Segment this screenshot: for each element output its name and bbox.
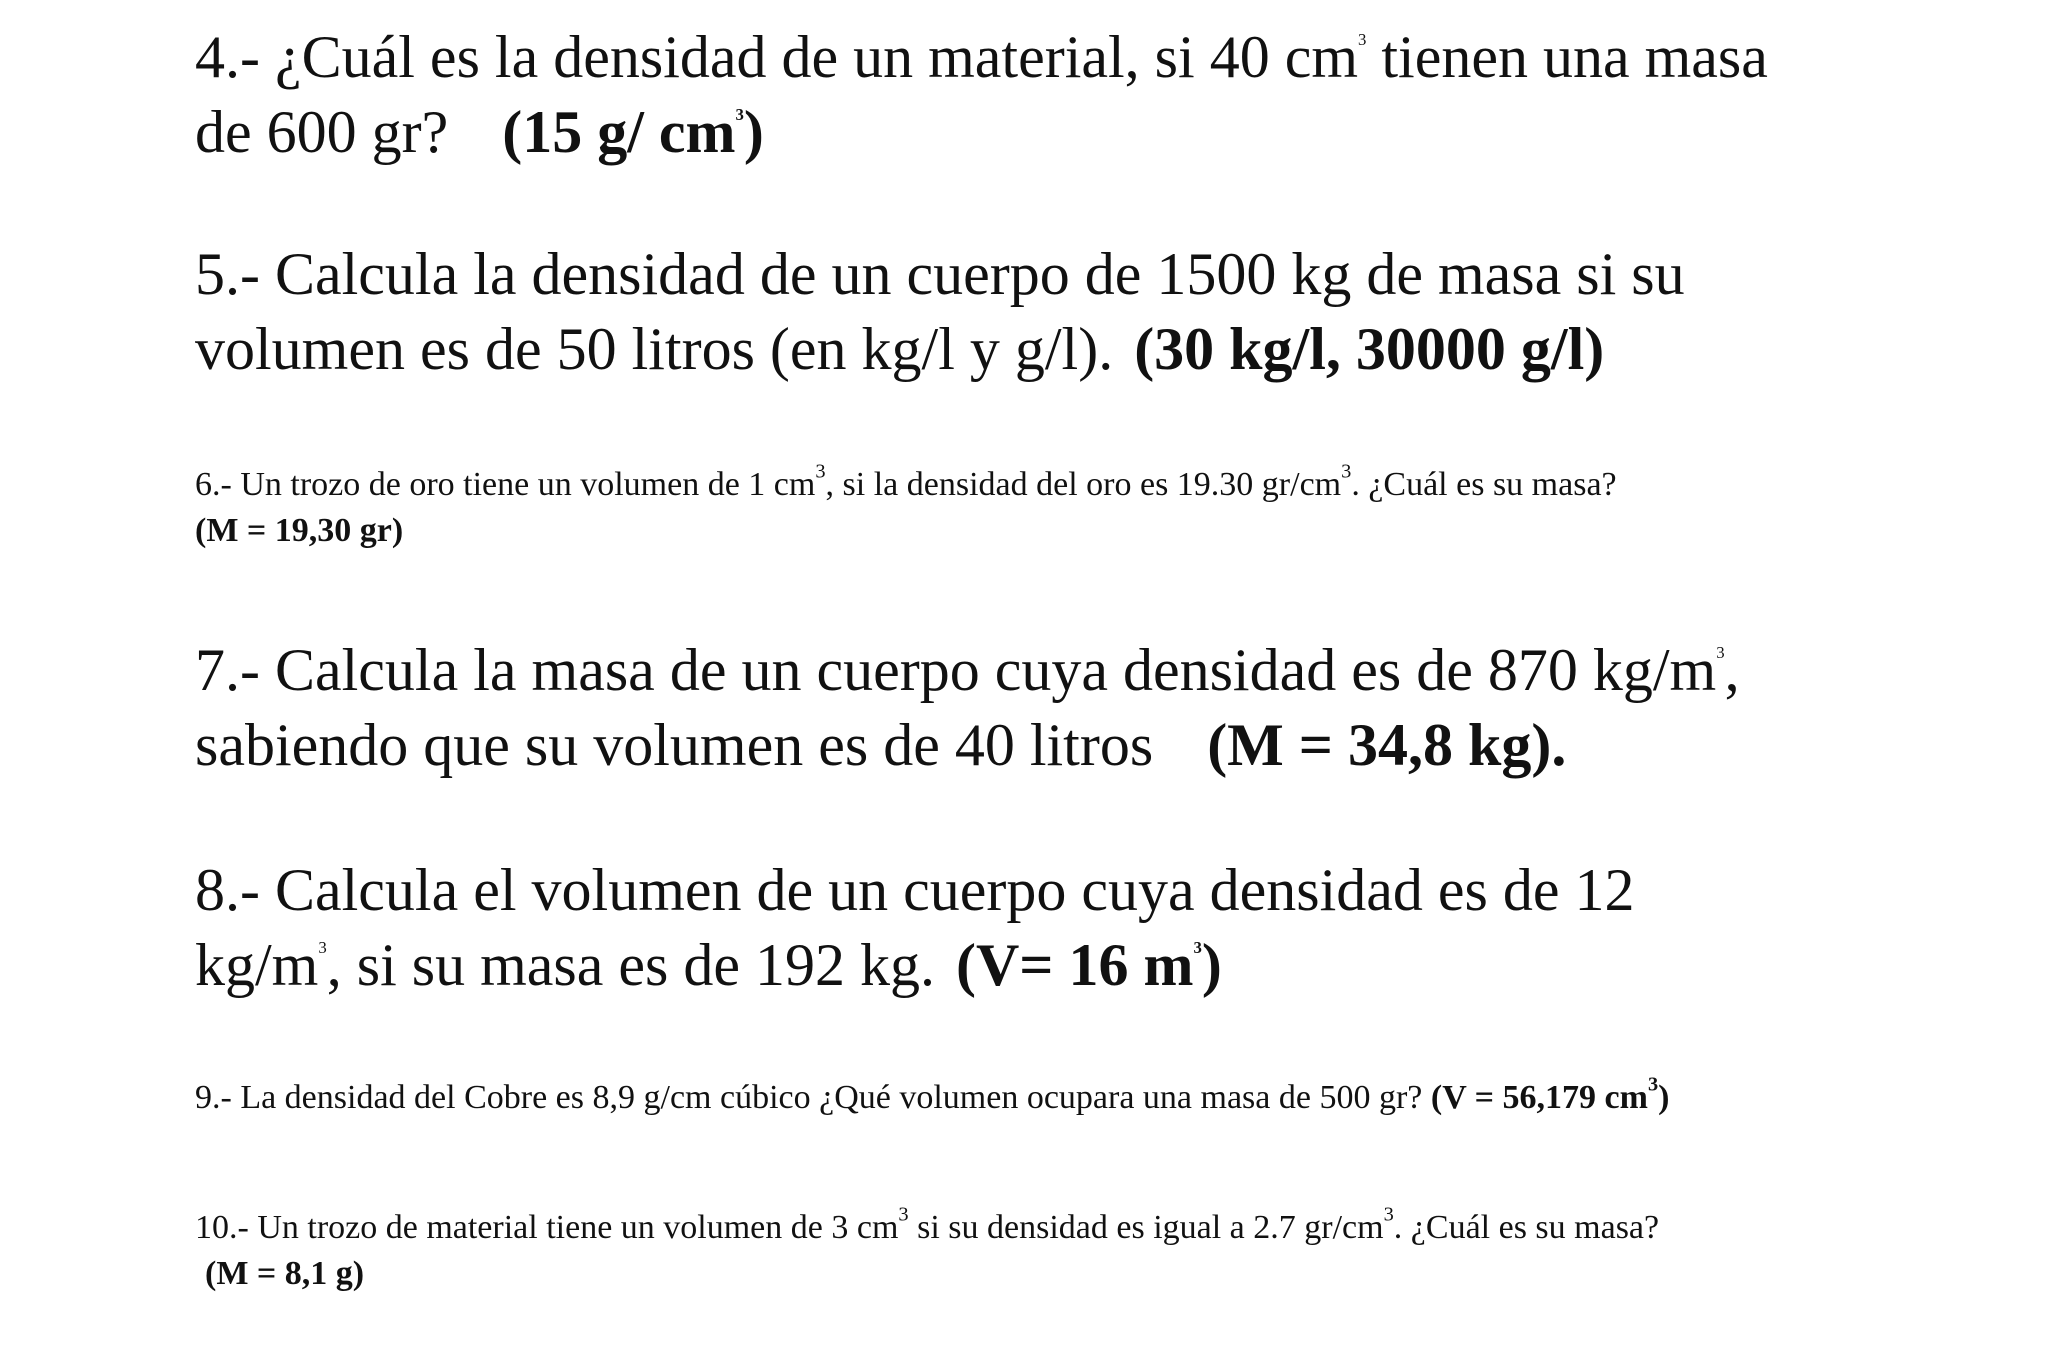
problem-6-superscript-1: 3 <box>815 460 826 483</box>
problem-7-superscript: 3 <box>1716 643 1725 663</box>
problem-8-answer <box>956 932 1222 998</box>
problem-9-answer <box>1430 1073 1670 1116</box>
problem-8-line-2 <box>195 928 1635 1003</box>
problem-6-line-1 <box>195 462 1617 508</box>
problem-4-superscript: 3 <box>1358 30 1367 50</box>
problem-10-text-c: . ¿Cuál es su masa? <box>1393 1209 1660 1246</box>
problem-4 <box>195 20 1768 170</box>
problem-4-line-2 <box>195 95 1768 170</box>
problem-8-answer-close: ) <box>1201 932 1222 998</box>
problem-7 <box>195 633 1740 783</box>
problem-9-answer-close: ) <box>1658 1079 1670 1116</box>
problem-4-answer-close: ) <box>743 99 764 165</box>
problem-8-line-1: 8.- Calcula el volumen de un cuerpo cuya densidad es de 12 <box>195 857 1635 923</box>
problem-8-answer-text: (V= 16 m <box>956 932 1194 998</box>
problem-7-answer: (M = 34,8 kg). <box>1207 712 1567 778</box>
problem-9-text: 9.- La densidad del Cobre es 8,9 g/cm cúbico ¿Qué volumen ocupara una masa de 500 gr? <box>195 1079 1423 1116</box>
problem-7-line-2 <box>195 708 1740 783</box>
problem-4-text-b: tienen una masa <box>1366 24 1768 90</box>
problem-10-text-b: si su densidad es igual a 2.7 gr/cm <box>908 1209 1384 1246</box>
problem-9-answer-text: (V = 56,179 cm <box>1430 1079 1648 1116</box>
problem-6-answer: (M = 19,30 gr) <box>195 512 404 549</box>
problem-8 <box>195 853 1635 1003</box>
problem-6-text-b: , si la densidad del oro es 19.30 gr/cm <box>825 466 1342 503</box>
problem-4-answer <box>502 99 764 165</box>
problem-10-text-a: 10.- Un trozo de material tiene un volumen de 3 cm <box>195 1209 899 1246</box>
problem-4-text-c: de 600 gr? <box>195 99 449 165</box>
problem-4-answer-text: (15 g/ cm <box>502 99 736 165</box>
problem-6-text-a: 6.- Un trozo de oro tiene un volumen de 1 cm <box>195 466 816 503</box>
problem-7-line-1 <box>195 633 1740 708</box>
problem-8-answer-superscript: 3 <box>1193 938 1202 958</box>
problem-8-text-a: kg/m <box>195 932 319 998</box>
problem-10-superscript-1: 3 <box>898 1203 909 1226</box>
problem-4-text-a: 4.- ¿Cuál es la densidad de un material, si 40 cm <box>195 24 1358 90</box>
problem-7-text-b: , <box>1724 637 1740 703</box>
problem-8-superscript: 3 <box>318 938 327 958</box>
problem-10-answer: (M = 8,1 g) <box>205 1255 365 1292</box>
problem-6 <box>195 462 1617 554</box>
problem-6-text-c: . ¿Cuál es su masa? <box>1351 466 1617 503</box>
problem-9-answer-superscript: 3 <box>1647 1073 1659 1096</box>
problem-10 <box>195 1205 1659 1297</box>
problem-10-superscript-2: 3 <box>1383 1203 1394 1226</box>
problem-4-answer-superscript: 3 <box>735 105 744 125</box>
problem-10-line-1 <box>195 1205 1659 1251</box>
problem-6-superscript-2: 3 <box>1341 460 1352 483</box>
problem-7-text-c: sabiendo que su volumen es de 40 litros <box>195 712 1154 778</box>
problem-5-text: volumen es de 50 litros (en kg/l y g/l). <box>195 316 1114 382</box>
problem-5-line-2 <box>195 312 1685 387</box>
problem-9-line-1 <box>195 1075 1669 1121</box>
problem-4-line-1 <box>195 20 1768 95</box>
problem-7-text-a: 7.- Calcula la masa de un cuerpo cuya densidad es de 870 kg/m <box>195 637 1717 703</box>
problem-9 <box>195 1075 1669 1121</box>
problem-5-line-1: 5.- Calcula la densidad de un cuerpo de 1500 kg de masa si su <box>195 241 1685 307</box>
problem-5 <box>195 237 1685 387</box>
problem-8-text-b: , si su masa es de 192 kg. <box>326 932 935 998</box>
problem-5-answer: (30 kg/l, 30000 g/l) <box>1134 316 1605 382</box>
